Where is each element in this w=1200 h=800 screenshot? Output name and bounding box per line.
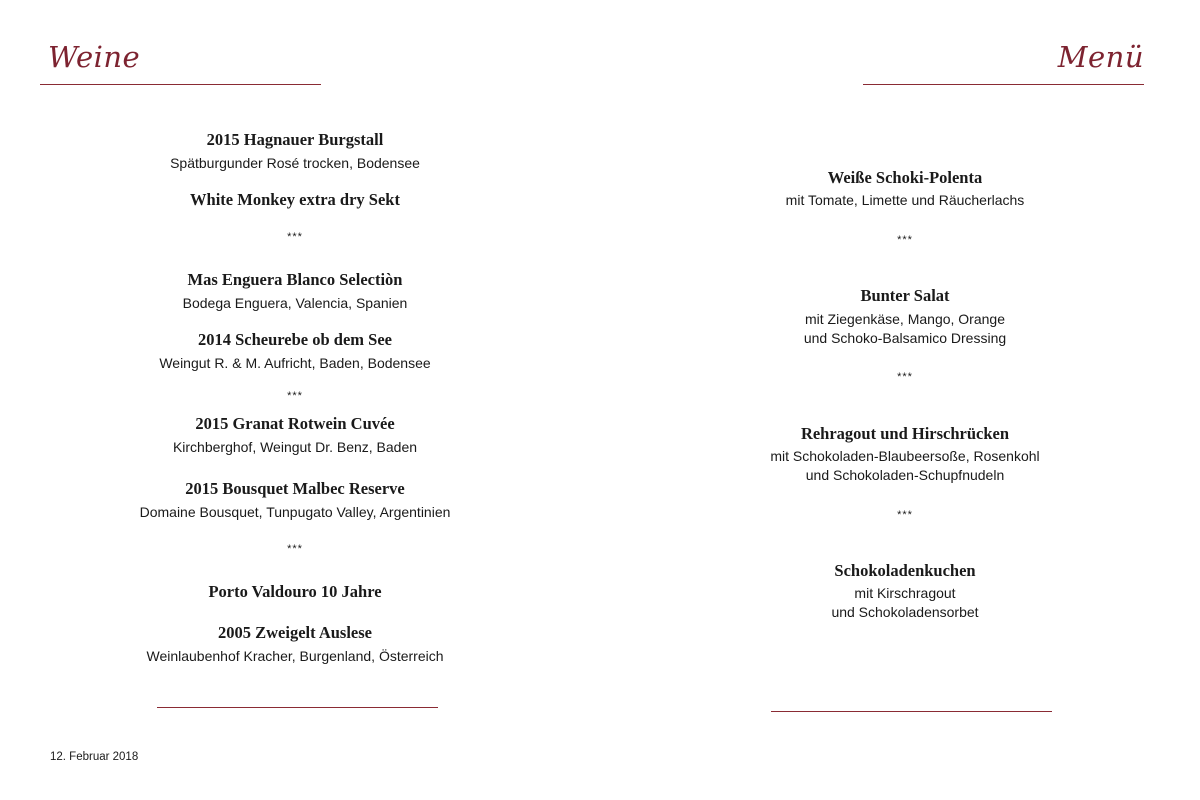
course-separator: ***	[897, 234, 913, 246]
wine-item-title: White Monkey extra dry Sekt	[190, 190, 400, 209]
footer-date: 12. Februar 2018	[50, 751, 139, 763]
wine-separator: ***	[287, 543, 303, 555]
course-title: Schokoladenkuchen	[834, 561, 976, 580]
menu-bottom-divider	[771, 711, 1052, 712]
wine-item-description: Weinlaubenhof Kracher, Burgenland, Österreich	[146, 648, 444, 664]
course-description: und Schokoladen-Schupfnudeln	[805, 467, 1005, 483]
wines-top-divider	[40, 84, 321, 85]
course-separator: ***	[897, 509, 913, 521]
course-title: Bunter Salat	[860, 286, 950, 305]
course-description: mit Schokoladen-Blaubeersoße, Rosenkohl	[770, 448, 1040, 464]
course-title: Weiße Schoki-Polenta	[827, 168, 983, 187]
course-title: Rehragout und Hirschrücken	[800, 424, 1010, 443]
wine-item-title: 2015 Hagnauer Burgstall	[206, 130, 384, 149]
wine-item-title: 2015 Bousquet Malbec Reserve	[185, 479, 405, 498]
course-description: und Schoko-Balsamico Dressing	[803, 330, 1007, 346]
wine-item-description: Domaine Bousquet, Tunpugato Valley, Argentinien	[139, 504, 451, 520]
wine-item-description: Kirchberghof, Weingut Dr. Benz, Baden	[172, 439, 418, 455]
course-description: mit Tomate, Limette und Räucherlachs	[785, 192, 1025, 208]
menu-top-divider	[863, 84, 1144, 85]
wine-item-title: 2015 Granat Rotwein Cuvée	[195, 414, 395, 433]
wines-bottom-divider	[157, 707, 438, 708]
wines-heading: Weine	[48, 40, 141, 74]
course-description: und Schokoladensorbet	[831, 604, 979, 620]
wine-item-title: 2014 Scheurebe ob dem See	[197, 330, 393, 349]
menu-heading: Menü	[1057, 40, 1144, 74]
course-description: mit Ziegenkäse, Mango, Orange	[805, 311, 1005, 327]
wine-item-title: Mas Enguera Blanco Selectiòn	[187, 270, 403, 289]
wine-item-description: Spätburgunder Rosé trocken, Bodensee	[170, 155, 420, 171]
wine-item-description: Bodega Enguera, Valencia, Spanien	[182, 295, 408, 311]
course-separator: ***	[897, 371, 913, 383]
wine-item-description: Weingut R. & M. Aufricht, Baden, Bodensee	[159, 355, 431, 371]
course-description: mit Kirschragout	[854, 585, 956, 601]
wine-item-title: 2005 Zweigelt Auslese	[218, 623, 372, 642]
wine-separator: ***	[287, 231, 303, 243]
wine-separator: ***	[287, 390, 303, 402]
wine-item-title: Porto Valdouro 10 Jahre	[208, 582, 382, 601]
